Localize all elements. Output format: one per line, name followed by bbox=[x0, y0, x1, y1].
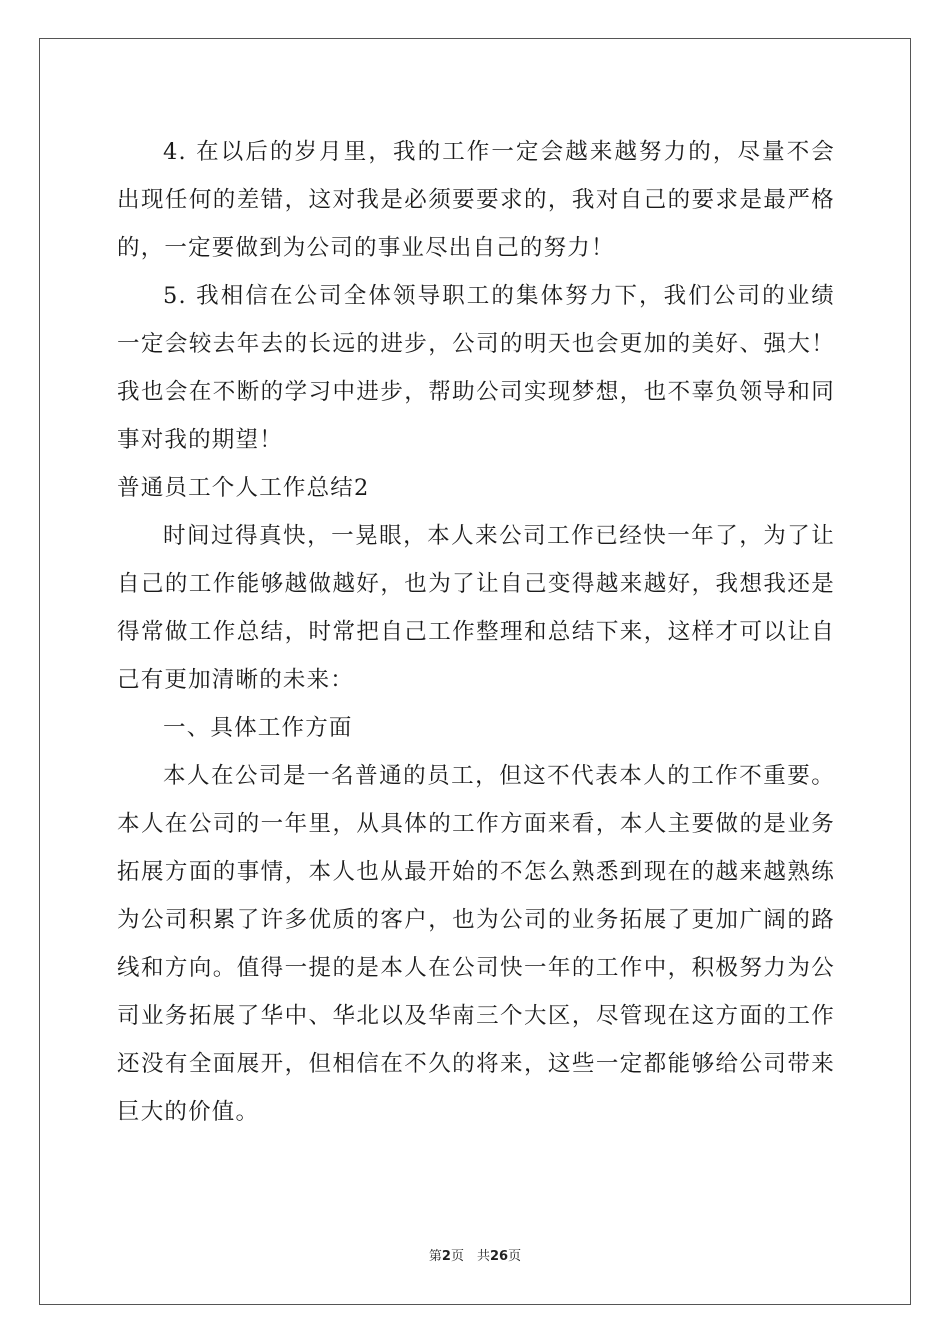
page-current-number: 2 bbox=[441, 1249, 451, 1264]
page-suffix: 页 bbox=[508, 1249, 522, 1264]
page-mid: 页 共 bbox=[450, 1249, 490, 1264]
paragraph-intro: 时间过得真快，一晃眼，本人来公司工作已经快一年了，为了让自己的工作能够越做越好，也为了让自己变得越来越好，我想我还是得常做工作总结，时常把自己工作整理和总结下来，这样才可以让自己有更加清晰的未来： bbox=[117, 523, 835, 693]
paragraph-item-4: 4. 在以后的岁月里，我的工作一定会越来越努力的，尽量不会出现任何的差错，这对我是必须要要求的，我对自己的要求是最严格的，一定要做到为公司的事业尽出自己的努力！ bbox=[117, 139, 835, 261]
subsection-heading: 一、具体工作方面 bbox=[163, 715, 353, 741]
paragraph-item-5: 5. 我相信在公司全体领导职工的集体努力下，我们公司的业绩一定会较去年去的长远的进步，公司的明天也会更加的美好、强大！我也会在不断的学习中进步，帮助公司实现梦想，也不辜负领导和同事对我的期望！ bbox=[117, 283, 835, 453]
section-heading: 普通员工个人工作总结2 bbox=[117, 475, 370, 501]
page-prefix: 第 bbox=[428, 1249, 442, 1264]
paragraph-work-details: 本人在公司是一名普通的员工，但这不代表本人的工作不重要。本人在公司的一年里，从具体的工作方面来看，本人主要做的是业务拓展方面的事情，本人也从最开始的不怎么熟悉到现在的越来越熟练为公司积累了许多优质的客户，也为公司的业务拓展了更加广阔的路线和方向。值得一提的是本人在公司快一年的工作中，积极努力为公司业务拓展了华中、华北以及华南三个大区，尽管现在这方面的工作还没有全面展开，但相信在不久的将来，这些一定都能够给公司带来巨大的价值。 bbox=[117, 763, 835, 1125]
document-body bbox=[117, 128, 835, 1136]
page-footer bbox=[0, 1249, 950, 1265]
page-total-number: 26 bbox=[489, 1249, 509, 1264]
